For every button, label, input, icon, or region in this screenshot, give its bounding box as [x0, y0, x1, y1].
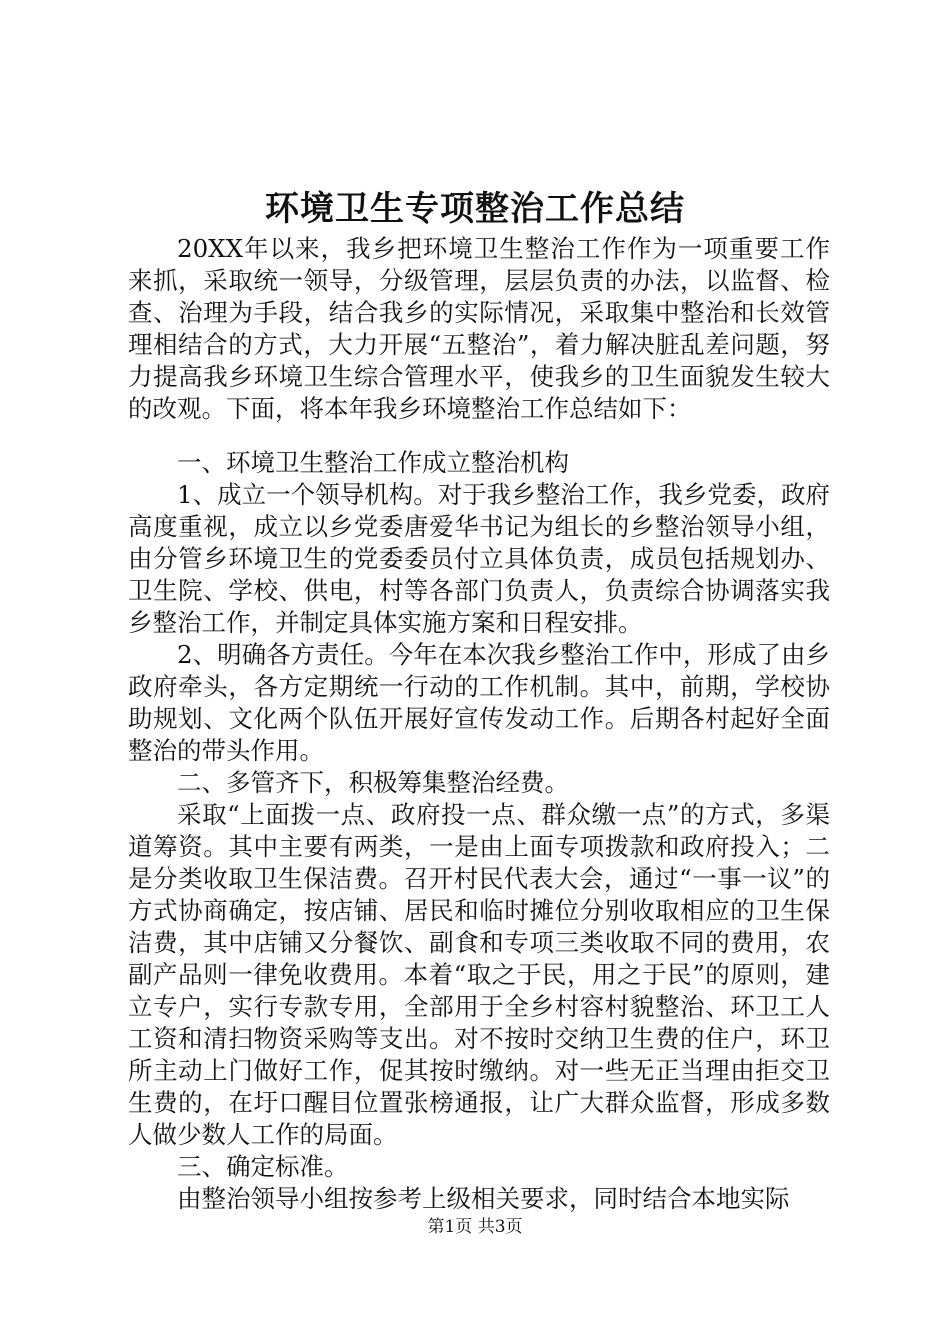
document-body	[128, 233, 830, 1215]
section2-body: 采取“上面拨一点、政府投一点、群众缴一点”的方式，多渠道筹资。其中主要有两类，一是由上面专项拨款和政府投入；二是分类收取卫生保洁费。召开村民代表大会，通过“一事一议”的方式协商确定，按店铺、居民和临时摊位分别收取相应的卫生保洁费，其中店铺又分餐饮、副食和专项三类收取不同的费用，农副产品则一律免收费用。本着“取之于民，用之于民”的原则，建立专户，实行专款专用，全部用于全乡村容村貌整治、环卫工人工资和清扫物资采购等支出。对不按时交纳卫生费的住户，环卫所主动上门做好工作，促其按时缴纳。对一些无正当理由拒交卫生费的，在圩口醒目位置张榜通报，让广大群众监督，形成多数人做少数人工作的局面。	[128, 800, 830, 1149]
page-indicator: 第1页 共3页	[427, 1217, 523, 1237]
section1-item2: 2、明确各方责任。今年在本次我乡整治工作中，形成了由乡政府牵头，各方定期统一行动的工作机制。其中，前期，学校协助规划、文化两个队伍开展好宣传发动工作。后期各村起好全面整治的带头作用。	[128, 640, 830, 765]
paragraph-gap	[128, 425, 830, 447]
section3-body: 由整治领导小组按参考上级相关要求，同时结合本地实际	[177, 1184, 790, 1213]
section1-item1: 1、成立一个领导机构。对于我乡整治工作，我乡党委，政府高度重视，成立以乡党委唐爱华书记为组长的乡整治领导小组，由分管乡环境卫生的党委委员付立具体负责，成员包括规划办、卫生院、学校、供电，村等各部门负责人，负责综合协调落实我乡整治工作，并制定具体实施方案和日程安排。	[128, 480, 830, 637]
document-title: 环境卫生专项整治工作总结	[265, 189, 685, 229]
intro-paragraph: 20XX年以来，我乡把环境卫生整治工作作为一项重要工作来抓，采取统一领导，分级管理，层层负责的办法，以监督、检查、治理为手段，结合我乡的实际情况，采取集中整治和长效管理相结合的方式，大力开展“五整治”，着力解决脏乱差问题，努力提高我乡环境卫生综合管理水平，使我乡的卫生面貌发生较大的改观。下面，将本年我乡环境整治工作总结如下：	[128, 234, 830, 423]
section1-heading: 一、环境卫生整治工作成立整治机构	[177, 448, 569, 477]
section2-heading: 二、多管齐下，积极筹集整治经费。	[177, 768, 569, 797]
page-footer	[0, 1216, 950, 1238]
section3-heading: 三、确定标准。	[177, 1152, 349, 1181]
